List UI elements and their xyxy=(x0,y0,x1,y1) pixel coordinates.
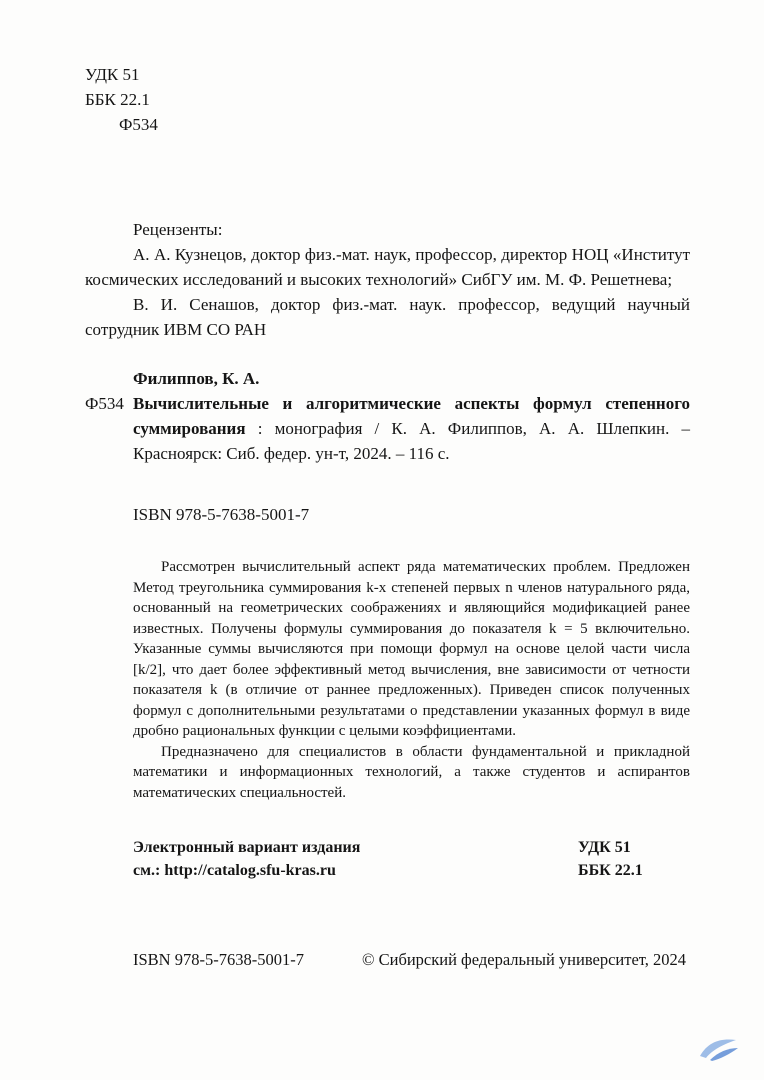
bibliographic-description xyxy=(85,391,690,466)
electronic-edition-block xyxy=(133,836,690,882)
udk-code: УДК 51 xyxy=(578,839,631,856)
udk-code: УДК 51 xyxy=(85,65,140,84)
reviewer-entry: В. И. Сенашов, доктор физ.-мат. наук. профессор, ведущий научный сотрудник ИВМ СО РАН xyxy=(85,295,690,339)
bbk-code: ББК 22.1 xyxy=(85,90,150,109)
electronic-edition-line: Электронный вариант издания xyxy=(133,839,361,856)
copyright-notice: © Сибирский федеральный университет, 2024 xyxy=(361,950,686,969)
electronic-edition-note xyxy=(133,836,360,882)
publisher-watermark-logo xyxy=(696,1032,740,1064)
author-sign-code: Ф534 xyxy=(85,394,124,413)
bibliographic-record xyxy=(85,366,690,466)
reviewers-heading: Рецензенты: xyxy=(133,220,223,239)
publication-info: : монография / К. А. Филиппов, А. А. Шлепкин. – Красноярск: Сиб. федер. ун-т, 2024. – 116 с. xyxy=(133,419,690,463)
reviewer-entry: А. А. Кузнецов, доктор физ.-мат. наук, профессор, директор НОЦ «Институт космических исследований и высоких технологий» СибГУ им. М. Ф. Решетнева; xyxy=(85,245,690,289)
book-title: Вычислительные и алгоритмические аспекты формул степенного суммирования xyxy=(133,394,690,438)
reviewers-section xyxy=(85,217,690,342)
classification-codes xyxy=(85,62,690,137)
book-author: Филиппов, К. А. xyxy=(133,369,260,388)
isbn-number: ISBN 978-5-7638-5001-7 xyxy=(133,505,310,524)
isbn-number: ISBN 978-5-7638-5001-7 xyxy=(133,950,304,969)
author-sign-code: Ф534 xyxy=(119,115,158,134)
abstract-paragraph: Рассмотрен вычислительный аспект ряда математических проблем. Предложен Метод треугольника суммирования k-х степеней первых n членов натурального ряда, основанный на геометрических соображениях и являющийся модификацией ранее известных. Получены формулы суммирования до показателя k = 5 включительно. Указанные суммы вычисляются при помощи формул на основе целой части числа [k/2], что дает более эффективный метод вычисления, вне зависимости от четности показателя k (в отличие от раннее предложенных). Приведен список полученных формул с дополнительными результатами о представлении указанных формул в виде дробно рациональных функции с целыми коэффициентами. xyxy=(133,559,690,739)
catalog-url: см.: http://catalog.sfu-kras.ru xyxy=(133,862,336,879)
abstract-section xyxy=(133,557,690,803)
imprint-footer xyxy=(133,948,686,972)
bbk-code: ББК 22.1 xyxy=(578,862,643,879)
classification-codes-repeat xyxy=(578,836,690,882)
abstract-paragraph: Предназначено для специалистов в области фундаментальной и прикладной математики и информационных технологий, а также студентов и аспирантов математических специальностей. xyxy=(133,743,690,801)
